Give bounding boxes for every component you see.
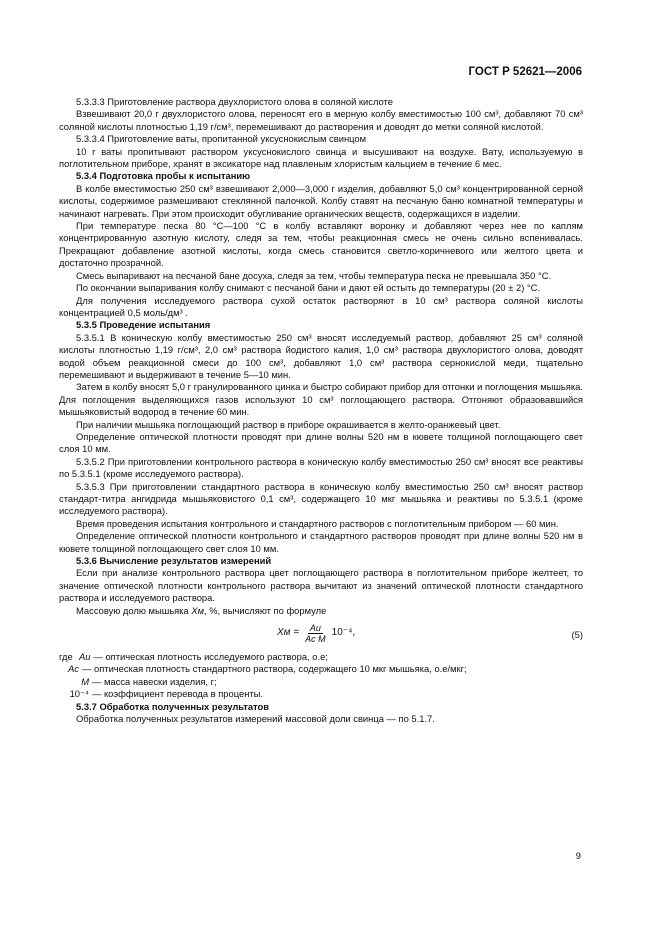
paragraph: Время проведения испытания контрольного и стандартного растворов с поглотительным прибором — 60 мин. (76, 517, 559, 529)
formula-factor: 10⁻⁴, (331, 627, 356, 639)
paragraph: Определение оптической плотности проводят при длине волны 520 нм в кювете толщиной поглощающего свет слоя 10 мм. (59, 430, 583, 455)
paragraph: 5.3.5.3 При приготовлении стандартного раствора в коническую колбу вместимостью 250 см³ вносят раствор стандарт-титра ангидрида мышьяковистого 0,1 см³, содержащего 10 мкг мышьяка и реактивы по 5.3.5.1 (кроме исследуемого раствора). (59, 480, 583, 517)
subsection-title: 5.3.3.3 Приготовление раствора двухлористого олова в соляной кислоте (76, 96, 393, 107)
definition-item (59, 688, 583, 700)
paragraph: Обработка полученных результатов измерений массовой доли свинца — по 5.1.7. (76, 713, 435, 725)
paragraph: Взвешивают 20,0 г двухлористого олова, переносят его в мерную колбу вместимостью 100 см³, добавляют 70 см³ соляной кислоты плотностью 1,19 г/см³, перемешивают до растворения и доводят до метки соляной кислотой. (59, 108, 583, 132)
definition-item (59, 651, 583, 663)
where-label: где (59, 651, 73, 663)
text-run: , %, вычисляют по формуле (204, 604, 327, 616)
paragraph: При температуре песка 80 °С—100 °С в колбу вставляют воронку и добавляют через нее по каплям концентрированную азотную кислоту, следя за тем, чтобы реакционная смесь не очень сильно вспенивалась. Прекращают добавление азотной кислоты, когда смесь становится светло-коричневого или желтого цвета и достаточно прозрачной. (59, 220, 583, 269)
definition-symbol: M (81, 675, 89, 687)
definition-text: — масса навески изделия, г; (92, 675, 217, 687)
formula (277, 623, 355, 644)
paragraph: По окончании выпаривания колбу снимают с песчаной бани и дают ей остыть до температуры (20 ± 2) °С. (76, 282, 541, 294)
paragraph: Смесь выпаривают на песчаной бане досуха, следя за тем, чтобы температура песка не превышала 350 °С. (76, 269, 552, 281)
paragraph: 5.3.5.1 В коническую колбу вместимостью 250 см³ вносят исследуемый раствор, добавляют 25 см³ соляной кислоты плотностью 1,19 г/см³, 2,0 см³ раствора йодистого калия, 1,0 см³ раствора двухлористого олова, доводят водой объем реакционной смеси до 100 см³, добавляют 1,0 см³ раствора сернокислой меди, тщательно перемешивают и выдерживают в течение 5—10 мин. (59, 331, 583, 380)
formula-numerator: Aи (309, 623, 321, 634)
definitions-list (59, 651, 583, 701)
definition-symbol: Aи (79, 651, 91, 663)
subsection-title: 5.3.3.4 Приготовление ваты, пропитанной уксуснокислым свинцом (76, 133, 367, 145)
text-run: Массовую долю мышьяка (76, 604, 192, 616)
page-number: 9 (575, 850, 581, 861)
paragraph: В колбе вместимостью 250 см³ взвешивают 2,000—3,000 г изделия, добавляют 5,0 см³ концентрированной серной кислоты, содержимое размешивают стеклянной палочкой. Колбу ставят на песчаную баню комнатной температуры и начинают нагревать. При этом происходит обугливание органических веществ, содержащихся в изделии. (59, 182, 583, 219)
definition-text: — оптическая плотность стандартного раствора, содержащего 10 мкг мышьяка, о.е/мкг; (82, 663, 467, 675)
section-heading: 5.3.6 Вычисление результатов измерений (76, 555, 272, 567)
definition-text: — оптическая плотность исследуемого раствора, о.е; (93, 651, 328, 663)
definition-item (59, 676, 583, 688)
definition-item (59, 663, 583, 675)
paragraph: Если при анализе контрольного раствора цвет поглощающего раствора в поглотительном приборе желтеет, то значение оптической плотности контрольного раствора вычитают из значений оптической плотности стандартного раствора и исследуемого раствора. (59, 567, 583, 604)
formula-lhs: Xм = (277, 627, 300, 639)
variable: Xм (191, 604, 204, 616)
section-heading: 5.3.4 Подготовка пробы к испытанию (76, 170, 251, 182)
paragraph: Затем в колбу вносят 5,0 г гранулированного цинка и быстро собирают прибор для отгонки и поглощения мышьяка. Для поглощения выделяющихся газов используют 10 см³ поглощающего раствора. Отгоняют образовавшийся мышьяковистый водород в течение 60 мин. (59, 381, 583, 418)
formula-block (59, 621, 583, 647)
paragraph: 5.3.5.2 При приготовлении контрольного раствора в коническую колбу вместимостью 250 см³ вносят все реактивы по 5.3.5.1 (кроме исследуемого раствора). (59, 455, 583, 480)
definition-symbol: Aс (68, 663, 79, 675)
formula-number: (5) (571, 629, 583, 641)
paragraph: Определение оптической плотности контрольного и стандартного растворов проводят при длине волны 520 нм в кювете толщиной поглощающего свет слоя 10 мм. (59, 530, 583, 554)
paragraph: Для получения исследуемого раствора сухой остаток растворяют в 10 см³ раствора соляной кислоты концентрацией 0,5 моль/дм³ . (59, 294, 583, 318)
document-body (59, 96, 583, 726)
definition-text: — коэффициент перевода в проценты. (92, 688, 264, 700)
formula-denominator: Aс M (305, 634, 326, 645)
section-heading: 5.3.7 Обработка полученных результатов (76, 700, 269, 712)
formula-fraction (303, 623, 328, 644)
document-code: ГОСТ Р 52621—2006 (468, 66, 582, 78)
definition-symbol: 10⁻⁴ (69, 688, 89, 700)
section-heading: 5.3.5 Проведение испытания (76, 319, 211, 331)
paragraph: 10 г ваты пропитывают раствором уксуснокислого свинца и высушивают на воздухе. Вату, используемую в поглотительном приборе, хранят в эксикаторе над плавленым хлористым кальцием в течение 6 мес. (59, 145, 583, 170)
paragraph (59, 605, 583, 617)
paragraph: При наличии мышьяка поглощающий раствор в приборе окрашивается в желто-оранжевый цвет. (76, 418, 501, 430)
